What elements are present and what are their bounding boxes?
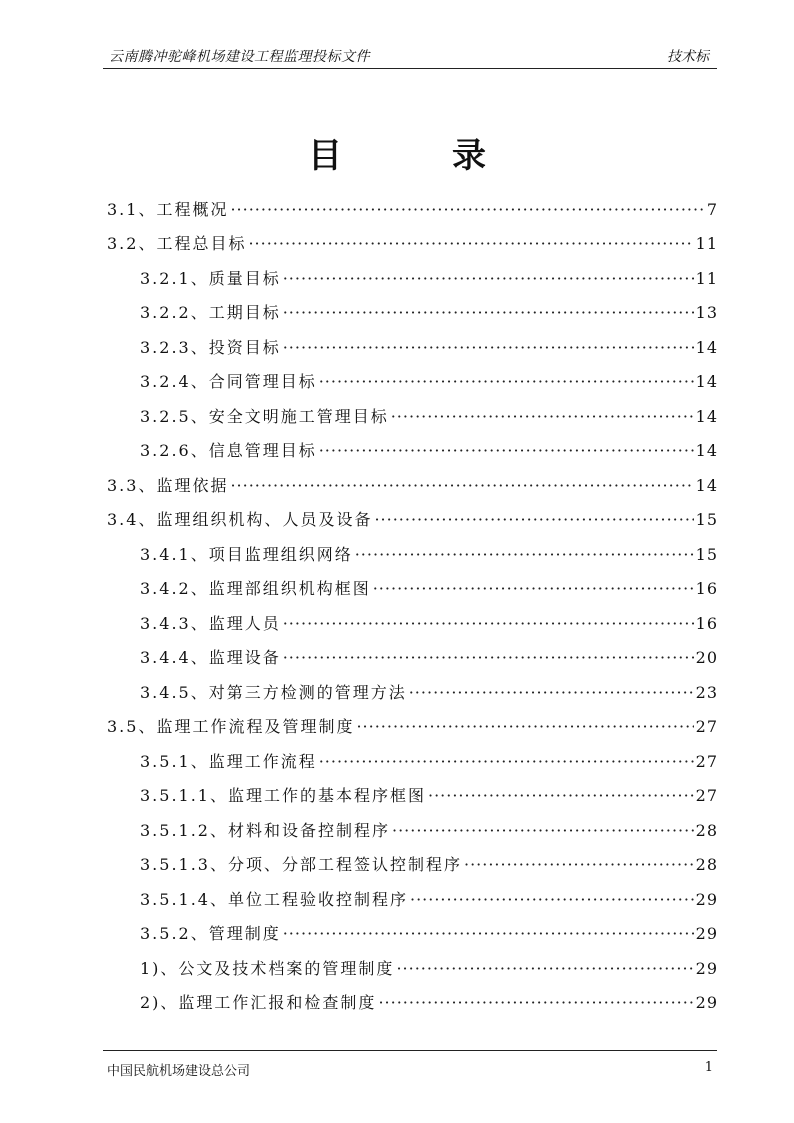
toc-entry[interactable] xyxy=(140,574,718,604)
page-header xyxy=(103,44,717,69)
toc-entry-label: 3.3、监理依据 xyxy=(107,476,229,495)
toc-entry[interactable] xyxy=(140,816,718,846)
toc-entry-label: 3.1、工程概况 xyxy=(107,200,229,219)
toc-entry-page: 13 xyxy=(695,303,718,322)
toc-entry[interactable] xyxy=(140,988,718,1018)
header-document-title: 云南腾冲驼峰机场建设工程监理投标文件 xyxy=(109,49,370,65)
toc-entry[interactable] xyxy=(107,471,718,501)
toc-entry-label: 3.4、监理组织机构、人员及设备 xyxy=(107,510,373,529)
toc-entry[interactable] xyxy=(140,367,718,397)
toc-entry-page: 15 xyxy=(695,510,718,529)
toc-entry[interactable] xyxy=(140,540,718,570)
toc-entry-label: 3.4.2、监理部组织机构框图 xyxy=(140,579,371,598)
toc-leader-dots xyxy=(409,678,694,708)
toc-entry[interactable] xyxy=(140,850,718,880)
footer-company-name: 中国民航机场建设总公司 xyxy=(107,1064,251,1079)
toc-entry-page: 28 xyxy=(695,821,718,840)
toc-entry-page: 27 xyxy=(695,752,718,771)
toc-entry-page: 20 xyxy=(695,648,718,667)
toc-entry-page: 14 xyxy=(695,407,718,426)
toc-entry-label: 3.4.4、监理设备 xyxy=(140,648,281,667)
toc-entry[interactable] xyxy=(107,195,718,225)
page-footer xyxy=(103,1050,717,1079)
toc-leader-dots xyxy=(410,885,694,915)
toc-leader-dots xyxy=(396,954,693,984)
toc-entry-page: 29 xyxy=(695,924,718,943)
title-char-2: 录 xyxy=(452,136,486,176)
toc-entry-page: 7 xyxy=(706,200,718,219)
toc-leader-dots xyxy=(283,264,694,294)
toc-entry-label: 3.2.6、信息管理目标 xyxy=(140,441,317,460)
toc-leader-dots xyxy=(373,574,694,604)
toc-entry-page: 14 xyxy=(695,372,718,391)
toc-leader-dots xyxy=(391,402,694,432)
toc-leader-dots xyxy=(283,919,694,949)
toc-entry-page: 14 xyxy=(695,338,718,357)
toc-leader-dots xyxy=(230,471,693,501)
toc-entry-page: 14 xyxy=(695,476,718,495)
toc-leader-dots xyxy=(283,643,694,673)
toc-entry-label: 3.2.5、安全文明施工管理目标 xyxy=(140,407,389,426)
toc-entry[interactable] xyxy=(140,298,718,328)
toc-entry-page: 27 xyxy=(695,717,718,736)
toc-leader-dots xyxy=(248,229,693,259)
title-char-1: 目 xyxy=(308,136,342,176)
toc-entry-page: 16 xyxy=(695,579,718,598)
toc-entry-page: 14 xyxy=(695,441,718,460)
toc-entry-page: 28 xyxy=(695,855,718,874)
toc-entry[interactable] xyxy=(140,643,718,673)
toc-entry-label: 3.5.1、监理工作流程 xyxy=(140,752,317,771)
toc-entry-label: 3.5.2、管理制度 xyxy=(140,924,281,943)
toc-entry-page: 23 xyxy=(695,683,718,702)
toc-entry[interactable] xyxy=(140,954,718,984)
toc-entry[interactable] xyxy=(140,919,718,949)
toc-entry-label: 3.2.1、质量目标 xyxy=(140,269,281,288)
page-title xyxy=(0,128,794,177)
toc-entry-page: 11 xyxy=(695,269,718,288)
toc-entry[interactable] xyxy=(140,885,718,915)
toc-entry-label: 3.2、工程总目标 xyxy=(107,234,247,253)
toc-leader-dots xyxy=(230,195,704,225)
toc-entry-page: 16 xyxy=(695,614,718,633)
toc-leader-dots xyxy=(392,816,694,846)
toc-entry[interactable] xyxy=(107,505,718,535)
toc-entry[interactable] xyxy=(140,264,718,294)
toc-entry-label: 3.5.1.1、监理工作的基本程序框图 xyxy=(140,786,426,805)
toc-leader-dots xyxy=(319,367,694,397)
toc-entry-page: 27 xyxy=(695,786,718,805)
toc-entry-label: 3.2.2、工期目标 xyxy=(140,303,281,322)
toc-leader-dots xyxy=(374,505,693,535)
toc-entry[interactable] xyxy=(140,436,718,466)
toc-entry-page: 29 xyxy=(695,993,718,1012)
toc-entry[interactable] xyxy=(140,402,718,432)
toc-leader-dots xyxy=(319,436,694,466)
toc-entry[interactable] xyxy=(140,781,718,811)
toc-entry-label: 2)、监理工作汇报和检查制度 xyxy=(140,993,377,1012)
toc-entry[interactable] xyxy=(140,609,718,639)
toc-entry-label: 3.2.3、投资目标 xyxy=(140,338,281,357)
toc-entry-label: 3.4.5、对第三方检测的管理方法 xyxy=(140,683,407,702)
toc-leader-dots xyxy=(355,540,694,570)
toc-entry-label: 3.4.3、监理人员 xyxy=(140,614,281,633)
toc-entry-page: 11 xyxy=(695,234,718,253)
toc-leader-dots xyxy=(283,333,694,363)
toc-entry-page: 15 xyxy=(695,545,718,564)
toc-entry-page: 29 xyxy=(695,890,718,909)
toc-entry[interactable] xyxy=(140,747,718,777)
toc-entry-page: 29 xyxy=(695,959,718,978)
toc-leader-dots xyxy=(464,850,694,880)
header-section-label: 技术标 xyxy=(667,49,709,65)
toc-entry-label: 3.5.1.3、分项、分部工程签认控制程序 xyxy=(140,855,462,874)
toc-leader-dots xyxy=(283,298,694,328)
toc-entry-label: 3.5.1.4、单位工程验收控制程序 xyxy=(140,890,408,909)
toc-entry[interactable] xyxy=(140,333,718,363)
footer-page-number: 1 xyxy=(704,1060,713,1075)
toc-entry-label: 3.4.1、项目监理组织网络 xyxy=(140,545,353,564)
toc-entry-label: 1)、公文及技术档案的管理制度 xyxy=(140,959,395,978)
toc-entry[interactable] xyxy=(107,712,718,742)
toc-leader-dots xyxy=(428,781,694,811)
toc-entry-label: 3.5、监理工作流程及管理制度 xyxy=(107,717,355,736)
toc-leader-dots xyxy=(378,988,693,1018)
toc-leader-dots xyxy=(356,712,693,742)
toc-entry[interactable] xyxy=(140,678,718,708)
toc-entry-label: 3.2.4、合同管理目标 xyxy=(140,372,317,391)
toc-entry-label: 3.5.1.2、材料和设备控制程序 xyxy=(140,821,390,840)
toc-entry[interactable] xyxy=(107,229,718,259)
toc-leader-dots xyxy=(319,747,694,777)
toc-leader-dots xyxy=(283,609,694,639)
